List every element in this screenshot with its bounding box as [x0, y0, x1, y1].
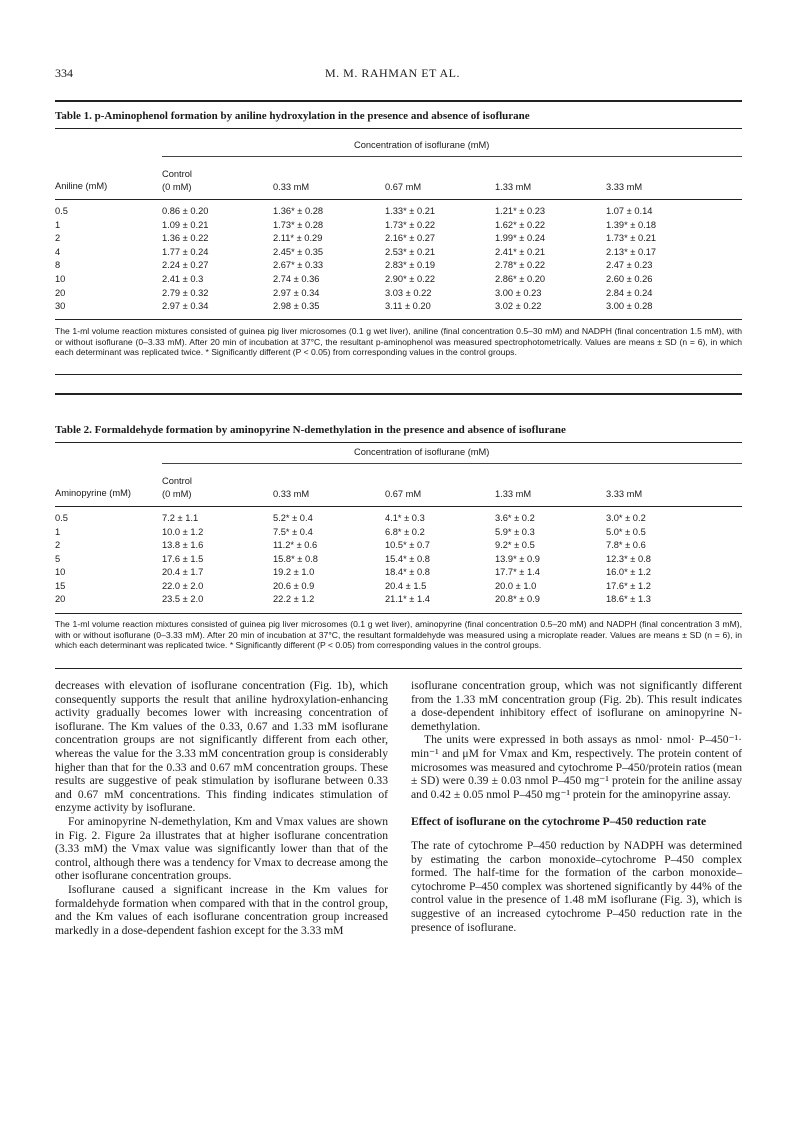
table-cell: 1.36* ± 0.28 — [273, 206, 324, 216]
body-paragraph: decreases with elevation of isoflurane concentration (Fig. 1b), which consequently supports the result that aniline hydroxylation-enhancing activity gradually becomes lower with increasing concentration of isoflurane. The Km values of the 0.33, 0.67 and 1.33 mM isoflurane concentration groups are not significantly different from each other, whereas the value for the 3.33 mM concentration group is considerably higher than that for the 0.33 and 0.67 mM concentration groups. These results are suggestive of peak stimulation by isoflurane between 0.33 and 0.67 mM concentrations. This finding indicates stimulation of enzyme activity by isoflurane. — [55, 679, 388, 815]
table-cell: 3.11 ± 0.20 — [385, 301, 431, 312]
row-header-label: Aniline (mM) — [55, 181, 108, 191]
table-cell: 20.4 ± 1.7 — [162, 567, 204, 577]
table-cell: 7.5* ± 0.4 — [273, 526, 313, 537]
column-header: 0.33 mM — [273, 489, 310, 499]
table-cell: 9.2* ± 0.5 — [495, 540, 535, 550]
table-cell: 16.0* ± 1.2 — [606, 567, 651, 577]
table-cell: 17.7* ± 1.4 — [495, 567, 540, 577]
table-cell: 18.6* ± 1.3 — [606, 594, 651, 604]
table-cell: 18.4* ± 0.8 — [385, 567, 430, 577]
table-cell: 21.1* ± 1.4 — [385, 594, 430, 604]
table1-bottom-rule — [55, 319, 742, 320]
page-number: 334 — [55, 66, 73, 80]
column-header: 0.67 mM — [385, 182, 422, 192]
body-paragraph: isoflurane concentration group, which was not significantly different from the 1.33 mM concentration group (Fig. 2b). This result indicates a dose-dependent inhibitory effect of isoflurane on aminopyrine N-demethylation. — [411, 679, 742, 733]
table-cell: 1.36 ± 0.22 — [162, 233, 209, 244]
column-header: 0.67 mM — [385, 489, 422, 499]
table-cell: 3.00 ± 0.28 — [606, 301, 653, 312]
table-cell: 4.1* ± 0.3 — [385, 513, 425, 523]
table-cell: 2.97 ± 0.34 — [162, 301, 209, 312]
table2-caption: Table 2. Formaldehyde formation by aminopyrine N-demethylation in the presence and absence of isoflurane — [55, 424, 566, 436]
table-cell: 1.33* ± 0.21 — [385, 206, 436, 216]
body-paragraph: The rate of cytochrome P–450 reduction by NADPH was determined by estimating the carbon monoxide–cytochrome P–450 complex formed. The half-time for the formation of the carbon monoxide–cytochrome P–450 complex was shortened significantly by 44% of the control value in the presence of 1.48 mM isoflurane (Fig. 3), which is suggestive of an increased cytochrome P–450 reduction rate in the presence of isoflurane. — [411, 838, 742, 934]
body-paragraph: Isoflurane caused a significant increase in the Km values for formaldehyde formation when compared with that in the control group, and the Km values of each isoflurane concentration group increased markedly in a dose-dependent fashion except for the 3.33 mM — [55, 882, 388, 937]
table-row-label: 30 — [55, 301, 66, 312]
table-cell: 2.16* ± 0.27 — [385, 233, 436, 244]
table-cell: 2.24 ± 0.27 — [162, 260, 209, 271]
table1-caption-rule — [55, 128, 742, 129]
table-cell: 1.73* ± 0.22 — [385, 219, 436, 230]
column-header: Control (0 mM) — [162, 476, 192, 499]
table-row-label: 0.5 — [55, 206, 68, 216]
body-left-column — [55, 679, 388, 937]
table2-caption-rule — [55, 442, 742, 443]
table-cell: 2.45* ± 0.35 — [273, 246, 324, 257]
table-cell: 23.5 ± 2.0 — [162, 594, 204, 604]
table-row-label: 15 — [55, 580, 66, 591]
table-cell: 1.21* ± 0.23 — [495, 206, 546, 216]
table-cell: 2.90* ± 0.22 — [385, 274, 436, 284]
table2-end-rule — [55, 668, 742, 669]
table-cell: 12.3* ± 0.8 — [606, 553, 651, 564]
table1-spanner: Concentration of isoflurane (mM) — [354, 140, 490, 150]
table-cell: 2.47 ± 0.23 — [606, 260, 653, 271]
table-row-label: 10 — [55, 274, 66, 284]
table1-spanner-rule — [162, 156, 742, 157]
table-cell: 13.9* ± 0.9 — [495, 553, 540, 564]
table-row-label: 2 — [55, 540, 61, 550]
table-row-label: 0.5 — [55, 513, 68, 523]
table-cell: 17.6 ± 1.5 — [162, 553, 204, 564]
table-cell: 22.2 ± 1.2 — [273, 594, 315, 604]
table2-header-rule — [55, 506, 742, 507]
table-cell: 2.60 ± 0.26 — [606, 274, 653, 284]
column-header: 1.33 mM — [495, 182, 532, 192]
table-cell: 20.0 ± 1.0 — [495, 580, 537, 591]
table-cell: 1.99* ± 0.24 — [495, 233, 546, 244]
table-cell: 2.86* ± 0.20 — [495, 274, 546, 284]
table-row-label: 20 — [55, 594, 66, 604]
table-cell: 1.73* ± 0.28 — [273, 219, 324, 230]
table-cell: 2.98 ± 0.35 — [273, 301, 320, 312]
table-cell: 20.8* ± 0.9 — [495, 594, 540, 604]
column-header: 1.33 mM — [495, 489, 532, 499]
table1-end-rule — [55, 374, 742, 375]
table-cell: 5.0* ± 0.5 — [606, 526, 646, 537]
table-cell: 11.2* ± 0.6 — [273, 540, 318, 550]
table1-footnote: The 1-ml volume reaction mixtures consisted of guinea pig liver microsomes (0.1 g wet liver), aniline (final concentration 0.5–30 mM) and NADPH (final concentration 1.5 mM), with or without isoflurane (0–3.33 mM). After 20 min of incubation at 37°C, the resultant p-aminophenol was measured spectrophotometrically. Values are means ± SD (n = 6), in which each determinant was replicated twice. * Significantly different (P < 0.05) from corresponding values in the control groups. — [55, 326, 742, 357]
table-cell: 2.78* ± 0.22 — [495, 260, 546, 271]
table-cell: 5.2* ± 0.4 — [273, 513, 313, 523]
table-row-label: 10 — [55, 567, 66, 577]
table-cell: 3.03 ± 0.22 — [385, 287, 432, 298]
table-cell: 19.2 ± 1.0 — [273, 567, 315, 577]
column-header: 0.33 mM — [273, 182, 310, 192]
table2-spanner-rule — [162, 463, 742, 464]
table-cell: 1.73* ± 0.21 — [606, 233, 657, 244]
table-cell: 2.11* ± 0.29 — [273, 233, 323, 244]
table-cell: 15.8* ± 0.8 — [273, 553, 318, 564]
table-row-label: 1 — [55, 219, 61, 230]
column-header: 3.33 mM — [606, 182, 643, 192]
table-cell: 1.09 ± 0.21 — [162, 219, 209, 230]
table-cell: 3.02 ± 0.22 — [495, 301, 542, 312]
table-cell: 6.8* ± 0.2 — [385, 526, 425, 537]
table2-bottom-rule — [55, 613, 742, 614]
table-cell: 15.4* ± 0.8 — [385, 553, 430, 564]
row-header-label: Aminopyrine (mM) — [55, 488, 131, 498]
body-paragraph: For aminopyrine N-demethylation, Km and Vmax values are shown in Fig. 2. Figure 2a illustrates that at higher isoflurane concentration (3.33 mM) the Vmax value was significantly lower than that of the control, although there was a tendency for Vmax to decrease among the other isoflurane concentration groups. — [55, 814, 388, 883]
table2-spanner: Concentration of isoflurane (mM) — [354, 447, 490, 457]
table1-header-rule — [55, 199, 742, 200]
table-row-label: 5 — [55, 553, 61, 564]
table-row-label: 2 — [55, 233, 61, 244]
section-heading: Effect of isoflurane on the cytochrome P–450 reduction rate — [411, 815, 707, 829]
table-cell: 3.0* ± 0.2 — [606, 513, 646, 523]
table-cell: 2.67* ± 0.33 — [273, 260, 324, 271]
table-cell: 1.07 ± 0.14 — [606, 206, 653, 216]
table-cell: 5.9* ± 0.3 — [495, 526, 535, 537]
table-cell: 17.6* ± 1.2 — [606, 580, 651, 591]
table-cell: 2.84 ± 0.24 — [606, 287, 653, 298]
table-cell: 10.0 ± 1.2 — [162, 526, 204, 537]
body-paragraph: The units were expressed in both assays as nmol· nmol· P–450⁻¹· min⁻¹ and μM for Vmax and Km, respectively. The protein content of microsomes was measured and cytochrome P–450/protein ratios (mean ± SD) were 0.39 ± 0.03 nmol P–450 mg⁻¹ protein for the aniline assay and 0.42 ± 0.05 nmol P–450 mg⁻¹ protein for the aminopyrine assay. — [411, 733, 742, 801]
table2-footnote: The 1-ml volume reaction mixtures consisted of guinea pig liver microsomes (0.1 g wet liver), aminopyrine (final concentration 0.5–20 mM) and NADPH (final concentration 3 mM), with or without isoflurane (0–3.33 mM). After 20 min of incubation at 37°C, the resultant formaldehyde was measured using a microplate reader. Values are means ± SD (n = 6), in which each determinant was replicated twice. * Significantly different (P < 0.05) from corresponding values in the control groups. — [55, 619, 742, 650]
table-cell: 0.86 ± 0.20 — [162, 206, 209, 216]
table-cell: 1.77 ± 0.24 — [162, 246, 209, 257]
table-cell: 2.97 ± 0.34 — [273, 287, 320, 298]
table-cell: 20.6 ± 0.9 — [273, 580, 315, 591]
table1-caption: Table 1. p-Aminophenol formation by aniline hydroxylation in the presence and absence of isoflurane — [55, 110, 530, 122]
table1-top-rule — [55, 100, 742, 102]
table-row-label: 8 — [55, 260, 61, 271]
column-header: Control (0 mM) — [162, 169, 192, 192]
table-cell: 2.83* ± 0.19 — [385, 260, 436, 271]
table-cell: 2.13* ± 0.17 — [606, 246, 657, 257]
table-cell: 1.62* ± 0.22 — [495, 219, 546, 230]
table-cell: 2.74 ± 0.36 — [273, 274, 320, 284]
table-cell: 3.00 ± 0.23 — [495, 287, 542, 298]
table-cell: 20.4 ± 1.5 — [385, 580, 427, 591]
table-cell: 2.79 ± 0.32 — [162, 287, 209, 298]
table-row-label: 20 — [55, 287, 66, 298]
column-header: 3.33 mM — [606, 489, 643, 499]
table-row-label: 4 — [55, 246, 61, 257]
table2-top-rule — [55, 393, 742, 395]
running-head: M. M. RAHMAN ET AL. — [325, 66, 460, 80]
table-cell: 22.0 ± 2.0 — [162, 580, 204, 591]
table-cell: 2.53* ± 0.21 — [385, 246, 436, 257]
body-right-column — [411, 679, 742, 934]
table-row-label: 1 — [55, 526, 61, 537]
table-cell: 13.8 ± 1.6 — [162, 540, 204, 550]
table-cell: 10.5* ± 0.7 — [385, 540, 430, 550]
table-cell: 7.2 ± 1.1 — [162, 513, 199, 523]
table-cell: 3.6* ± 0.2 — [495, 513, 535, 523]
table-cell: 1.39* ± 0.18 — [606, 219, 657, 230]
table-cell: 2.41 ± 0.3 — [162, 274, 204, 284]
table-cell: 7.8* ± 0.6 — [606, 540, 646, 550]
table-cell: 2.41* ± 0.21 — [495, 246, 546, 257]
